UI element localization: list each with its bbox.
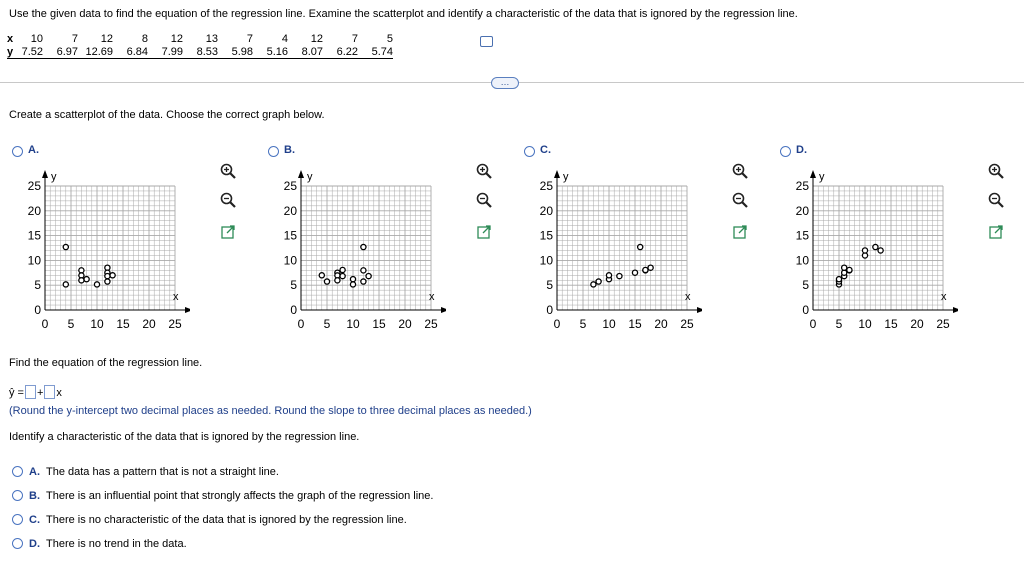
answer-radio[interactable] [12,538,23,549]
scatterplot-graph [256,158,446,338]
y-axis-arrow [554,170,560,178]
x-axis-label: x [685,291,691,303]
intercept-input[interactable] [25,385,36,399]
y-row-label: y [7,45,21,59]
x-axis-arrow [441,307,446,313]
y-axis-label: y [51,171,57,183]
x-cell: 7 [246,32,253,45]
y-axis-label: y [307,171,313,183]
x-tick-label: 10 [346,317,360,331]
zoom-in-icon[interactable] [732,163,748,179]
y-tick-label: 5 [34,278,41,293]
data-point [361,244,366,249]
x-tick-label: 20 [910,317,924,331]
data-point [591,282,596,287]
data-point [105,279,110,284]
data-table [7,32,393,59]
zoom-out-icon[interactable] [988,192,1004,208]
y-cell: 8.07 [288,45,323,59]
data-point [878,248,883,253]
zoom-in-icon[interactable] [988,163,1004,179]
x-axis-label: x [941,291,947,303]
scatterplot-graph [512,158,702,338]
data-point [350,277,355,282]
x-cell: 10 [30,32,43,45]
y-tick-label: 10 [283,253,297,268]
y-tick-label: 15 [283,228,297,243]
x-tick-label: 25 [680,317,694,331]
x-cell: 5 [386,32,393,45]
data-point [340,273,345,278]
data-point [84,277,89,282]
graph-option-radio[interactable] [12,146,23,157]
expand-icon[interactable] [220,224,236,240]
x-tick-label: 0 [41,317,49,331]
zoom-out-icon[interactable] [732,192,748,208]
x-tick-label: 0 [809,317,817,331]
data-point [105,273,110,278]
data-point [63,244,68,249]
y-tick-label: 10 [27,253,41,268]
answer-letter: D. [29,538,40,550]
data-point [617,273,622,278]
y-axis-arrow [298,170,304,178]
data-point [63,282,68,287]
answer-radio[interactable] [12,490,23,501]
answer-text: The data has a pattern that is not a straight line. [46,466,279,478]
x-tick-label: 25 [936,317,950,331]
data-point [648,265,653,270]
x-tick-label: 10 [858,317,872,331]
x-cell: 7 [71,32,78,45]
answer-option-d[interactable] [12,538,187,550]
zoom-out-icon[interactable] [476,192,492,208]
y-tick-label: 0 [802,303,809,317]
expand-icon[interactable] [476,224,492,240]
plus-sign: + [36,387,44,399]
data-point [847,267,852,272]
answer-option-b[interactable] [12,490,433,502]
y-cell: 6.22 [323,45,358,59]
y-cell: 6.84 [113,45,148,59]
y-tick-label: 0 [290,303,297,317]
y-cell: 7.99 [148,45,183,59]
x-tick-label: 15 [628,317,642,331]
y-tick-label: 20 [283,203,297,218]
answer-letter: C. [29,514,40,526]
data-point [606,273,611,278]
x-cell: 7 [351,32,358,45]
y-tick-label: 0 [34,303,41,317]
data-point [632,270,637,275]
answer-letter: A. [29,466,40,478]
y-tick-label: 10 [539,253,553,268]
y-tick-label: 15 [27,228,41,243]
x-cell: 13 [205,32,218,45]
x-tick-label: 20 [654,317,668,331]
data-point [842,265,847,270]
y-cell: 5.16 [253,45,288,59]
data-point [335,278,340,283]
y-axis-label: y [819,171,825,183]
x-tick-label: 20 [398,317,412,331]
y-tick-label: 20 [27,203,41,218]
answer-radio[interactable] [12,466,23,477]
zoom-out-icon[interactable] [220,192,236,208]
x-tick-label: 25 [424,317,438,331]
graph-option-letter: C. [540,144,551,156]
data-point [361,268,366,273]
zoom-in-icon[interactable] [476,163,492,179]
x-cell: 4 [281,32,288,45]
data-point [79,278,84,283]
equation-line [9,385,62,399]
y-tick-label: 25 [283,179,297,193]
graph-option-radio[interactable] [780,146,791,157]
x-variable: x [56,387,62,399]
x-tick-label: 5 [323,317,331,331]
x-axis-arrow [185,307,190,313]
answer-text: There is no trend in the data. [46,538,187,550]
answer-option-c[interactable] [12,514,407,526]
expand-icon[interactable] [988,224,1004,240]
data-point [319,273,324,278]
y-tick-label: 15 [539,228,553,243]
x-tick-label: 5 [579,317,587,331]
x-cell: 12 [170,32,183,45]
data-point [366,273,371,278]
y-tick-label: 0 [546,303,553,317]
x-tick-label: 10 [90,317,104,331]
y-axis-label: y [563,171,569,183]
y-cell: 12.69 [78,45,113,59]
data-point [862,248,867,253]
x-axis-arrow [953,307,958,313]
y-tick-label: 25 [539,179,553,193]
data-point [350,282,355,287]
x-tick-label: 20 [142,317,156,331]
x-tick-label: 5 [835,317,843,331]
data-point [340,267,345,272]
x-tick-label: 15 [372,317,386,331]
instruction-text: Use the given data to find the equation of the regression line. Examine the scatterplot and identify a characteristic of the data that is ignored by the regression line. [9,8,798,20]
y-tick-label: 15 [795,228,809,243]
y-cell: 5.74 [358,45,393,59]
y-tick-label: 5 [290,278,297,293]
y-tick-label: 10 [795,253,809,268]
x-tick-label: 15 [116,317,130,331]
answer-text: There is an influential point that strongly affects the graph of the regression line. [46,490,434,502]
y-cell: 5.98 [218,45,253,59]
scatterplot-graph [768,158,958,338]
graph-option-letter: D. [796,144,807,156]
x-cell: 12 [310,32,323,45]
identify-prompt: Identify a characteristic of the data that is ignored by the regression line. [9,431,360,443]
x-axis-label: x [173,291,179,303]
graph-option-radio[interactable] [524,146,535,157]
answer-option-a[interactable] [12,466,279,478]
copy-data-icon[interactable] [480,36,493,47]
y-hat-label: ŷ = [9,387,24,399]
data-point [361,279,366,284]
data-point [94,282,99,287]
x-tick-label: 5 [67,317,75,331]
x-row-label: x [7,32,14,45]
zoom-in-icon[interactable] [220,163,236,179]
y-tick-label: 25 [795,179,809,193]
more-button[interactable]: … [491,77,519,89]
x-cell: 12 [100,32,113,45]
data-point [324,279,329,284]
create-prompt: Create a scatterplot of the data. Choose the correct graph below. [9,109,325,121]
data-point [836,277,841,282]
find-prompt: Find the equation of the regression line. [9,357,203,369]
x-axis-arrow [697,307,702,313]
x-tick-label: 25 [168,317,182,331]
x-tick-label: 15 [884,317,898,331]
y-cell: 8.53 [183,45,218,59]
round-note: (Round the y-intercept two decimal places as needed. Round the slope to three decimal places as needed.) [9,405,532,417]
y-axis-arrow [810,170,816,178]
answer-radio[interactable] [12,514,23,525]
x-tick-label: 0 [553,317,561,331]
y-tick-label: 25 [27,179,41,193]
y-tick-label: 20 [539,203,553,218]
y-cell: 6.97 [43,45,78,59]
expand-icon[interactable] [732,224,748,240]
answer-letter: B. [29,490,40,502]
graph-option-letter: A. [28,144,39,156]
y-tick-label: 20 [795,203,809,218]
y-tick-label: 5 [546,278,553,293]
data-point [638,244,643,249]
slope-input[interactable] [44,385,55,399]
data-point [596,279,601,284]
y-cell: 7.52 [21,45,43,58]
x-axis-label: x [429,291,435,303]
data-point [110,273,115,278]
graph-option-letter: B. [284,144,295,156]
answer-text: There is no characteristic of the data that is ignored by the regression line. [46,514,407,526]
data-point [643,267,648,272]
scatterplot-graph [0,158,190,338]
y-axis-arrow [42,170,48,178]
graph-option-radio[interactable] [268,146,279,157]
data-point [873,244,878,249]
x-tick-label: 10 [602,317,616,331]
x-tick-label: 0 [297,317,305,331]
y-tick-label: 5 [802,278,809,293]
x-cell: 8 [141,32,148,45]
